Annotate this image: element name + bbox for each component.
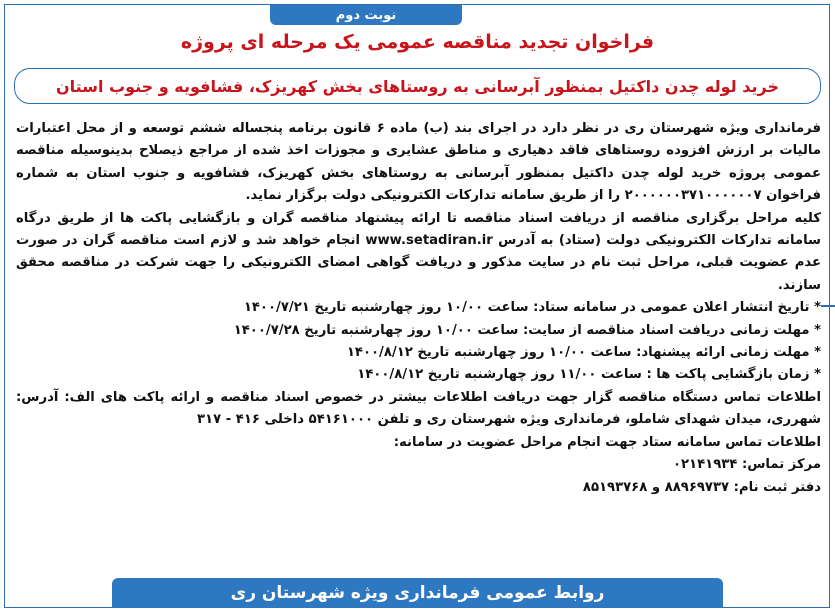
notice-body xyxy=(16,118,821,499)
schedule-item-documents: * مهلت زمانی دریافت اسناد مناقصه از سایت: ساعت ۱۰/۰۰ روز چهارشنبه تاریخ ۱۴۰۰/۷/۲۸ xyxy=(233,322,821,338)
side-divider-mark xyxy=(821,305,835,307)
round-badge: نوبت دوم xyxy=(270,5,462,25)
contact-organizer: اطلاعات تماس دستگاه مناقصه گزار جهت دریافت اطلاعات بیشتر در خصوص اسناد مناقصه و ارائه پاکت های الف: آدرس: شهرری، میدان شهدای شاملو، فرمانداری ویژه شهرستان ری و تلفن ۵۴۱۶۱۰۰۰ داخلی ۴۱۶ - ۳۱۷ xyxy=(16,389,821,428)
schedule-item-opening: * زمان بازگشایی پاکت ها : ساعت ۱۱/۰۰ روز چهارشنبه تاریخ ۱۴۰۰/۸/۱۲ xyxy=(357,367,821,383)
schedule-item-proposal: * مهلت زمانی ارائه پیشنهاد: ساعت ۱۰/۰۰ روز چهارشنبه تاریخ ۱۴۰۰/۸/۱۲ xyxy=(346,345,821,361)
schedule-item-publish: * تاریخ انتشار اعلان عمومی در سامانه ستاد: ساعت ۱۰/۰۰ روز چهارشنبه تاریخ ۱۴۰۰/۷/۲۱ xyxy=(243,300,821,316)
contact-setad-heading: اطلاعات تماس سامانه ستاد جهت انجام مراحل عضویت در سامانه: xyxy=(393,434,821,450)
subtitle-box xyxy=(14,68,821,104)
footer-label: روابط عمومی فرمانداری ویژه شهرستان ری xyxy=(230,583,605,603)
notice-title: فراخوان تجدید مناقصه عمومی یک مرحله ای پروژه xyxy=(180,31,655,53)
contact-call-center: مرکز تماس: ۰۲۱۴۱۹۳۴ xyxy=(672,457,821,473)
notice-subtitle: خرید لوله چدن داکتیل بمنظور آبرسانی به روستاهای بخش کهریزک، فشافویه و جنوب استان xyxy=(56,76,779,96)
contact-registration-office: دفتر ثبت نام: ۸۸۹۶۹۷۳۷ و ۸۵۱۹۳۷۶۸ xyxy=(582,479,821,495)
procedure-paragraph: کلیه مراحل برگزاری مناقصه از دریافت اسناد مناقصه تا ارائه پیشنهاد مناقصه گران و بازگشایی پاکت ها از طریق درگاه سامانه تدارکات الکترونیکی دولت (ستاد) به آدرس www.setadiran.ir انجام خواهد شد و لازم است مناقصه گران در صورت عدم عضویت قبلی، مراحل ثبت نام در سایت مذکور و دریافت گواهی امضای الکترونیکی را جهت شرکت در مناقصه محقق سازند. xyxy=(16,210,822,293)
intro-paragraph: فرمانداری ویژه شهرستان ری در نظر دارد در اجرای بند (ب) ماده ۶ قانون برنامه پنجساله ششم توسعه و از محل اعتبارات مالیات بر ارزش افزوده روستاهای فاقد دهیاری و مناطق عشایری و مجوزات اخذ شده از مراجع ذیصلاح بدینوسیله مناقصه عمومی پروژه خرید لوله چدن داکتیل بمنظور آبرسانی به روستاهای بخش کهریزک، فشافویه و جنوب استان به شماره فراخوان ۲۰۰۰۰۰۰۳۷۱۰۰۰۰۰۰۷ را از طریق سامانه تدارکات الکترونیکی دولت برگزار نماید. xyxy=(16,121,821,204)
footer-bar xyxy=(112,578,723,608)
